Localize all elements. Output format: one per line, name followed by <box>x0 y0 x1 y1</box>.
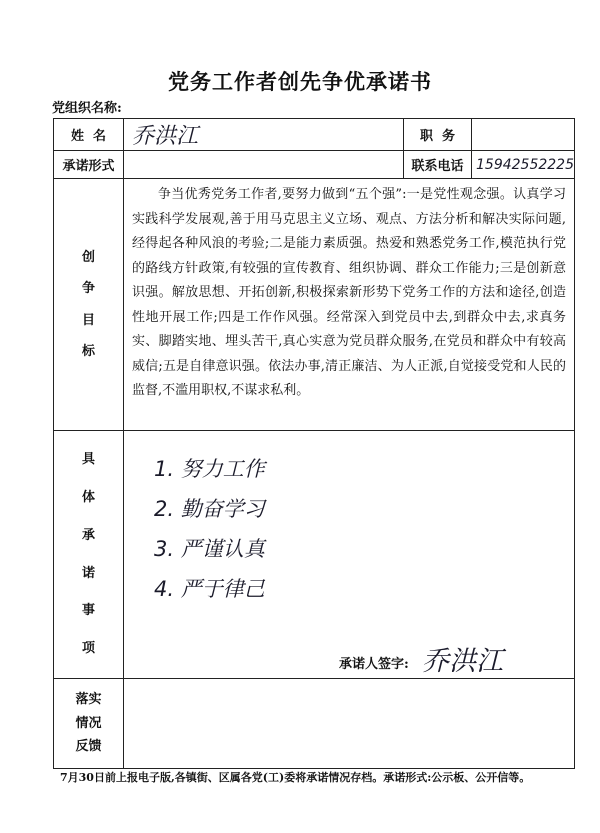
position-field[interactable] <box>472 119 575 151</box>
implementation-label-line: 反馈 <box>75 739 102 755</box>
commitments-label-char: 诺 <box>81 565 95 581</box>
goal-label-char: 目 <box>81 312 95 328</box>
implementation-label-line: 落实 <box>75 692 102 708</box>
signature: 乔洪江 <box>422 646 503 677</box>
commit-form-label: 承诺形式 <box>54 151 124 179</box>
phone-label: 联系电话 <box>404 151 472 179</box>
name-field[interactable] <box>124 119 404 151</box>
commitments-label-char: 项 <box>81 640 95 656</box>
implementation-label <box>54 679 124 769</box>
name-value: 乔洪江 <box>132 124 199 149</box>
phone-value: 15942552225 <box>476 156 574 173</box>
goal-label-char: 标 <box>81 343 95 359</box>
commitment-item: 1. 努力工作 <box>154 457 265 481</box>
commitment-form <box>53 118 575 769</box>
commitment-item: 4. 严于律己 <box>154 577 265 601</box>
commitments-label <box>54 431 124 679</box>
commitments-label-char: 事 <box>81 603 95 619</box>
position-label: 职 务 <box>404 119 472 151</box>
goal-label-char: 争 <box>81 281 95 297</box>
commitments-label-char: 体 <box>81 490 95 506</box>
name-label: 姓 名 <box>54 119 124 151</box>
org-name-label: 党组织名称: <box>52 101 122 116</box>
commitments-label-char: 承 <box>81 527 95 543</box>
implementation-field[interactable] <box>124 679 575 769</box>
commitments-label-char: 具 <box>81 452 95 468</box>
goal-label-char: 创 <box>81 250 95 266</box>
commitment-item: 2. 勤奋学习 <box>154 497 265 521</box>
commitment-item: 3. 严谨认真 <box>154 537 265 561</box>
commit-form-field[interactable] <box>124 151 404 179</box>
implementation-label-line: 情况 <box>75 715 102 731</box>
footer-note: 7月30日前上报电子版,各镇街、区属各党(工)委将承诺情况存档。承诺形式:公示板、公开信等。 <box>60 771 531 784</box>
document-title: 党务工作者创先争优承诺书 <box>168 69 432 94</box>
commitments-field[interactable] <box>124 431 575 679</box>
phone-field[interactable] <box>472 151 575 179</box>
goal-text: 争当优秀党务工作者,要努力做到“五个强”:一是党性观念强。认真学习实践科学发展观,善于用马克思主义立场、观点、方法分析和解决实际问题,经得起各种风浪的考验;二是能力素质强。热爱和熟悉党务工作,模范执行党的路线方针政策,有较强的宣传教育、组织协调、群众工作能力;三是创新意识强。解放思想、开拓创新,积极探索新形势下党务工作的方法和途径,创造性地开展工作;四是工作作风强。经常深入到党员中去,到群众中去,求真务实、脚踏实地、埋头苦干,真心实意为党员群众服务,在党员和群众中有较高威信;五是自律意识强。依法办事,清正廉洁、为人正派,自觉接受党和人民的监督,不滥用职权,不谋求私利。 <box>124 179 575 431</box>
signature-label: 承诺人签字: <box>339 657 409 672</box>
goal-label <box>54 179 124 431</box>
